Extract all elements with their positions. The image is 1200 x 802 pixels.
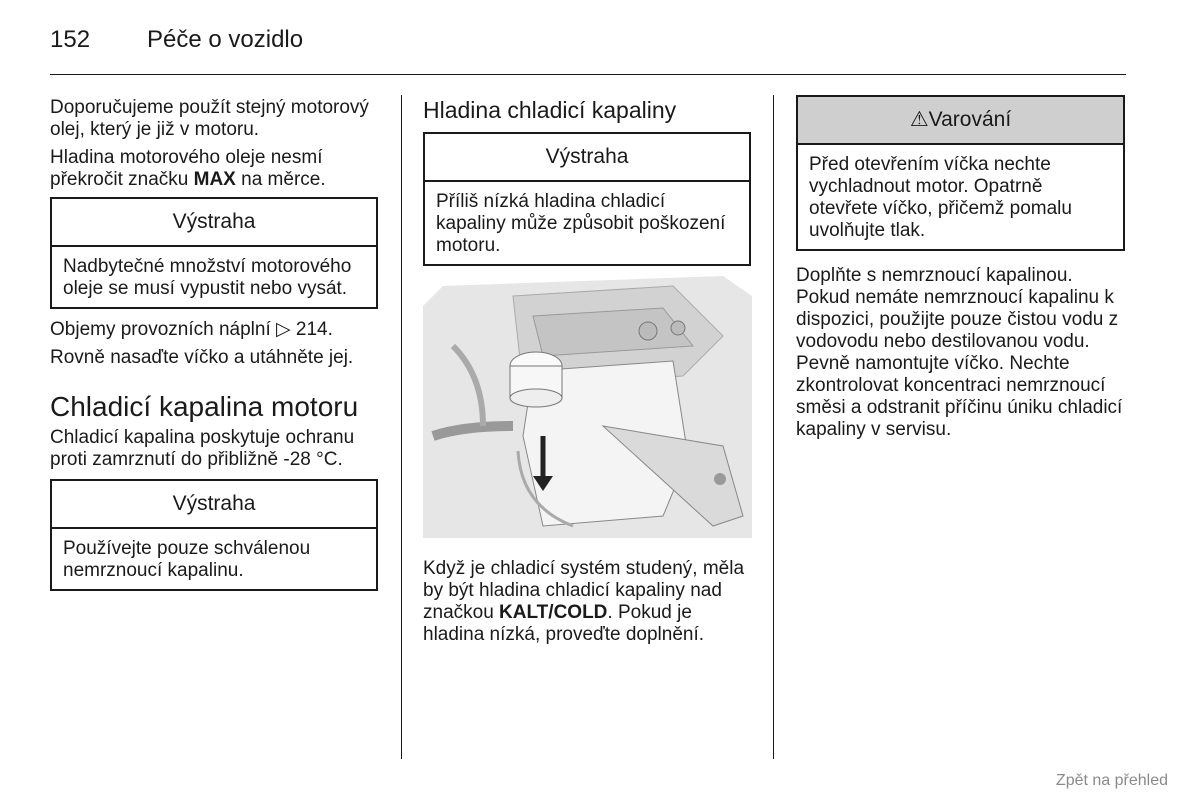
warning-title: Varování	[928, 108, 1012, 131]
warning-box	[796, 95, 1125, 251]
caution-title: Výstraha	[52, 481, 376, 529]
caution-title: Výstraha	[52, 199, 376, 247]
warning-text: Před otevřením víčka nechte vychladnout motor. Opatrně otevřete víčko, přičemž pomalu uvolňujte tlak.	[809, 154, 1072, 241]
section-title: Péče o vozidlo	[147, 26, 304, 53]
subsection-heading: Hladina chladicí kapaliny	[423, 97, 677, 123]
back-to-overview-link[interactable]: Zpět na přehled	[1055, 772, 1168, 789]
paragraph: Doporučujeme použít stejný motorový olej, který je již v motoru.	[50, 97, 369, 140]
paragraph: Rovně nasaďte víčko a utáhněte jej.	[50, 347, 354, 368]
text: na měrce.	[235, 169, 326, 190]
caution-text: Používejte pouze schválenou nemrznoucí kapalinu.	[63, 538, 311, 581]
warning-header	[798, 97, 1123, 145]
cold-mark: KALT/COLD	[499, 602, 608, 623]
caution-text: Příliš nízká hladina chladicí kapaliny může způsobit poškození motoru.	[436, 191, 726, 256]
section-heading: Chladicí kapalina motoru	[50, 391, 359, 422]
text: Objemy provozních náplní	[50, 319, 277, 340]
header-divider	[50, 74, 1126, 75]
page-reference-link[interactable]: 214.	[295, 319, 333, 340]
text: Když je chladicí systém studený, měla by být hladina chladicí kapaliny nad značkou	[423, 558, 745, 623]
page-number: 152	[50, 26, 91, 53]
caution-box	[50, 479, 378, 591]
caution-text: Nadbytečné množství motorového oleje se musí vypustit nebo vysát.	[63, 256, 352, 299]
column-divider-1	[401, 95, 402, 759]
warning-triangle-icon: ⚠	[909, 108, 929, 131]
paragraph	[50, 319, 378, 341]
column-divider-2	[773, 95, 774, 759]
max-mark: MAX	[193, 169, 236, 190]
text: Hladina motorového oleje nesmí překročit značku	[50, 147, 323, 190]
caution-title: Výstraha	[425, 134, 749, 182]
column-2	[423, 96, 751, 652]
caution-box	[50, 197, 378, 309]
coolant-reservoir-illustration	[423, 276, 752, 538]
column-3	[796, 95, 1125, 447]
paragraph: Doplňte s nemrznoucí kapalinou. Pokud nemáte nemrznoucí kapalinu k dispozici, použijte pouze čistou vodu z vodovodu nebo destilovanou vodu. Pevně namontujte víčko. Nechte zkontrolovat koncentraci nemrznoucí směsi a odstranit příčinu úniku chladicí kapaliny v servisu.	[796, 265, 1123, 440]
reference-arrow-icon: ▷	[276, 319, 291, 340]
page-header	[50, 26, 303, 54]
paragraph	[423, 558, 751, 646]
paragraph: Chladicí kapalina poskytuje ochranu proti zamrznutí do přibližně -28 °C.	[50, 427, 355, 470]
text: . Pokud je hladina nízká, proveďte doplnění.	[423, 602, 705, 645]
paragraph	[50, 147, 378, 191]
column-1	[50, 97, 378, 591]
caution-box	[423, 132, 751, 266]
